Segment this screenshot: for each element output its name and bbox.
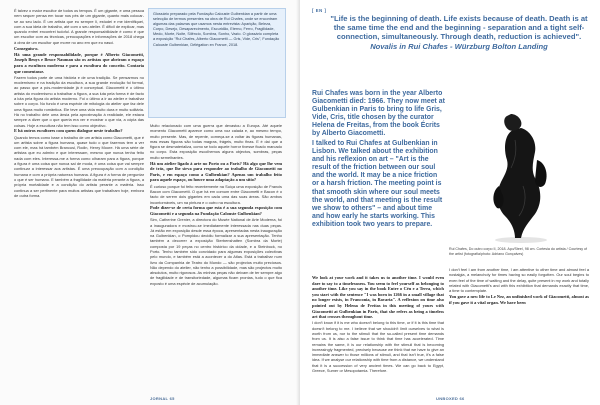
lead-paragraph: I talked to Rui Chafes at Gulbenkian in Lisbon. We talked about the exhibition and his reflexion on art – "Art is the result of the friction between our soul and the world. It may be a nice friction or a harsh friction. The meeting point is that smooth skin where our soul meets the world, and that meeting is the result we show to others" – and about time and how early he starts working. This exhibition took two years to prepare. bbox=[312, 139, 443, 228]
glossary-sidebar bbox=[148, 8, 286, 118]
pull-quote bbox=[330, 14, 588, 51]
pull-quote-citation: Novalis in Rui Chafes - Würzburg Bolton Landing bbox=[370, 41, 548, 51]
left-column-2 bbox=[150, 123, 282, 287]
paragraph: I don't feel I am from another time, I am attentive to other time and almost feel a nostalgia, a melancholy for times having so easily forgotten. Our soul begins to even feel of the time of waiting and the delay, quite present in my work and totally related with Giacometti's and with this exhibition that demands exactly that time, a time to contemplate. bbox=[449, 267, 589, 294]
sidebar-text: Glossário preparado pela Fundação Calouste Gulbenkian a partir de uma selecção de termos presentes na obra de Rui Chafes, onde se encontram algumas das palavras que usamos nesta entrevista: Aparição, Beleza, Corpo, Desejo, Desaparecimento, Escuridão, Eterno, Ferro, Fragilidade, Medo, Morte, Noite, Silêncio, Sombra, Sonho, Vazio. O glossário completa a exposição "Rui Chafes, Alberto Giacometti — Gris, Vide, Cris", Fundação Calouste Gulbenkian, Délégation en France, 2018. bbox=[153, 12, 280, 47]
sculpture-image bbox=[449, 90, 589, 245]
question: E há outros escultores com quem dialogue neste trabalho? bbox=[14, 128, 123, 134]
lead-text bbox=[312, 90, 445, 230]
lead-paragraph: Rui Chafes was born in the year Alberto Giacometti died: 1966. They now meet at Gulbenkian in Paris to bring to life Gris, Vide, Cris, title chosen by the curator Helena de Freitas, from the book Écrits by Alberto Giacometti. bbox=[312, 90, 445, 138]
paragraph: Quando temos como base o trabalho de um artista como Giacometti, que é um artista sobre a figura humana, quase tudo o que fazemos tem a ver com ele, mas há também Brancusi, Rodin, Henry Moore. Há uma série de artistas que eu admiro e que interessam, mesmo que nunca tenha feito nada com eles. Interessa-me a forma como olharam para a figura, porque a figura é uma coisa que nunca sai de moda, é uma coisa que vai sempre continuar a interessar aos artistas. É uma preocupação com a condição humana e com a própria natureza humana. A figura é a forma de perguntar o que é ser humano. E também a fragilidade da matéria perante a figura, a própria mortalidade e a condição do artista perante a matéria. Isso continua a ser pertinente para muitos artistas que trabalham hoje, embora de outra forma. bbox=[14, 134, 144, 198]
left-column-1 bbox=[14, 8, 144, 199]
paragraph: I don't know if it is me who doesn't belong to this time, or if it is this time that doesn't belong to me. I believe that we shouldn't limit ourselves to what is worth from us, nor to the stimuli that the so-called present time demands from us. It is also a false issue to think that time has accelerated. Time remains the same, it is our relationship with the stimuli that is becoming increasingly fragmented, precisely because we think that we have to give an immediate answer to those millions of stimuli, and that isn't true, it's a false idea. If we analyse our relationship with time from a distance, we understand that it is a succession of very ancient times. We can go back to Egypt, Greece, Sumer or Mesopotamia. Therefore. bbox=[312, 320, 444, 374]
page-folio-left: JORNAL 65 bbox=[150, 396, 175, 401]
paragraph: Muito relacionado com uma guerra que devastou a Europa. Até aquele momento Giacometti aparece como uma voz calada e, ao mesmo tempo, muito presente. Mas, de repente, começa-se a voltar às figuras humanas, mas essas figuras são todas magras, frágeis, muito finas. E é daí que a figura se desmaterializa, como se todo aquele horror tivesse ficado marcado no corpo. Esta exposição escolhemos alguns objectos, sombras, peças muito semelhantes. bbox=[150, 123, 282, 160]
question: Pode dizer-se de certa forma que esta é a sua segunda exposição com Giacometti e a segunda na Fundação Calouste Gulbenkian? bbox=[150, 205, 282, 217]
page-folio-right: UNBOXED 66 bbox=[436, 396, 465, 401]
question: Há um atelier ligado à arte no Porto ou a Paris? Há algo que lhe vem de trás, que lhe sirva para responder ao trabalho de Giacometti no Paris, e em espaço como a Gulbenkian? Apenas um trabalho feito para aquele espaço, ou houve uma adaptação a um sítio? bbox=[150, 160, 282, 183]
pull-quote-text: "Life is the beginning of death. Life exists because of death. Death is at the same time the end and the beginning - separation and a tight self-connection, simultaneously. Through death, reduction is achieved". bbox=[330, 14, 588, 42]
paragraph: Fazem todos parte de uma história e de uma tradição. Se pensarmos no modernismo e na tradição da escultura, a sua grande evolução foi formal, ao passo que a pós-modernidade já é conceptual. Giacometti é o último artista do modernismo a trabalhar a figura, a sua luta pela forma é de facto a luta pela figura do artista moderno. Foi o último a ir ao atelier e trabalhar sobre o corpo. No fundo é uma espécie de mitologia do atelier que faz dele uma figura muito romântica. Ele teve uma vida muito dura e muito solitária. Há no trabalho dele uma ânsia pela aproximação à realidade, ele estava sempre a dizer que o que queria era ver e mostrar o que via, a cópia das coisas. Hoje a escultura não tem isso como objectivo. bbox=[14, 74, 144, 128]
question: We look at your work and it takes us to another time. I would even dare to say to a timelessness. You seem to feel yourself as belonging to another time. Like you say in the book Entre o Céu e a Terra, which you start with the sentence "I was born in 1266 in a small village that no longer exists, in Franconia, in Bavaria". A reflexion on time also pointed out by Helena de Freitas in this meeting of yours with Giacometti at Gulbenkian in Paris, that she refers as being a timeless art that crosses throughout time. bbox=[312, 275, 444, 320]
right-column-2 bbox=[449, 267, 589, 306]
photo-caption: Rui Chafes, Do outro corpo II, 2018. Aço/Steel, 98 cm. Cortesia do artista / Courtesy of the artist (fotografia/photo: Adriano Gonçalves) bbox=[449, 247, 588, 256]
paragraph: Sim, Catherine Grenier, a directora do Musée National de Arte Moderna, foi a inauguradora e mostrou-se imediatamente interessada nas duas peças. Já estão em exposição desde essa época, apresentadas nesta inauguração na Gulbenkian, o Pompidou decidiu formalizar a sua apresentação. Tenho também a decorrer a exposição Sterbenshatten (Sombra da Morte) composta por 19 peças no centro histórico da cidade, e a Steinbock, no Porto. Tenho também sido convidado para algumas exposições colectivas pelo mundo, e também está a acontecer a do Atlas. Está a trabalhar num livro da Companhia de Teatro do Mundo — são projectos muito preciosos. Não dependo do atelier, não tenho a possibilidade, mas são projectos muito absolutos, muito rigorosos. As minhas peças não deixam de ter sempre algo de fragilidade e de transitoriedade, algumas ficam prontas, tudo o que fica exposto é uma espécie de acumulação. bbox=[150, 217, 282, 286]
question: You gave a new life to Le Nez, an unfinished work of Giacometti, almost as if you gave it a vital organ. We have been bbox=[449, 294, 589, 305]
question: Há uma grande responsabilidade, porque é Alberto Giacometti, Joseph Beuys e Bruce Nauman são os artistas que abriram o espaço para a escultura moderna e para a escultura do conceito. Contaria que comentasse. bbox=[14, 51, 144, 74]
sculpture-photo bbox=[449, 90, 589, 245]
right-column-1 bbox=[312, 275, 444, 374]
question: Conseguiu-o. bbox=[14, 45, 39, 51]
paragraph: É talvez o maior escultor de todos os tempos. É um gigante, e uma pessoa nem sequer pensa em tocar nos pés de um gigante, quanto mais colocar-se ao seu lado. É um artista que eu sempre li, estudei e me identifiquei, com a sua ideia de trabalho, até com o seu atelier. É difícil de explicar, mas quando entrei encontrei tudoful. A grande responsabilidade é como é que um escultor com as técnicas, preocupações e informações de 2018 chega à obra de um escultor que morre no ano em que eu nasci. bbox=[14, 8, 144, 45]
section-tag: [ EN ] bbox=[312, 8, 327, 13]
paragraph: É curioso porque foi feito recentemente na Suíça uma exposição de Francis Bacon com Giacometti. O que há em comum entre Giacometti e Bacon é o facto de serem dois gigantes em cada uma das suas áreas. São ambos incontornáveis, um na pintura e o outro na escultura. bbox=[150, 183, 282, 205]
